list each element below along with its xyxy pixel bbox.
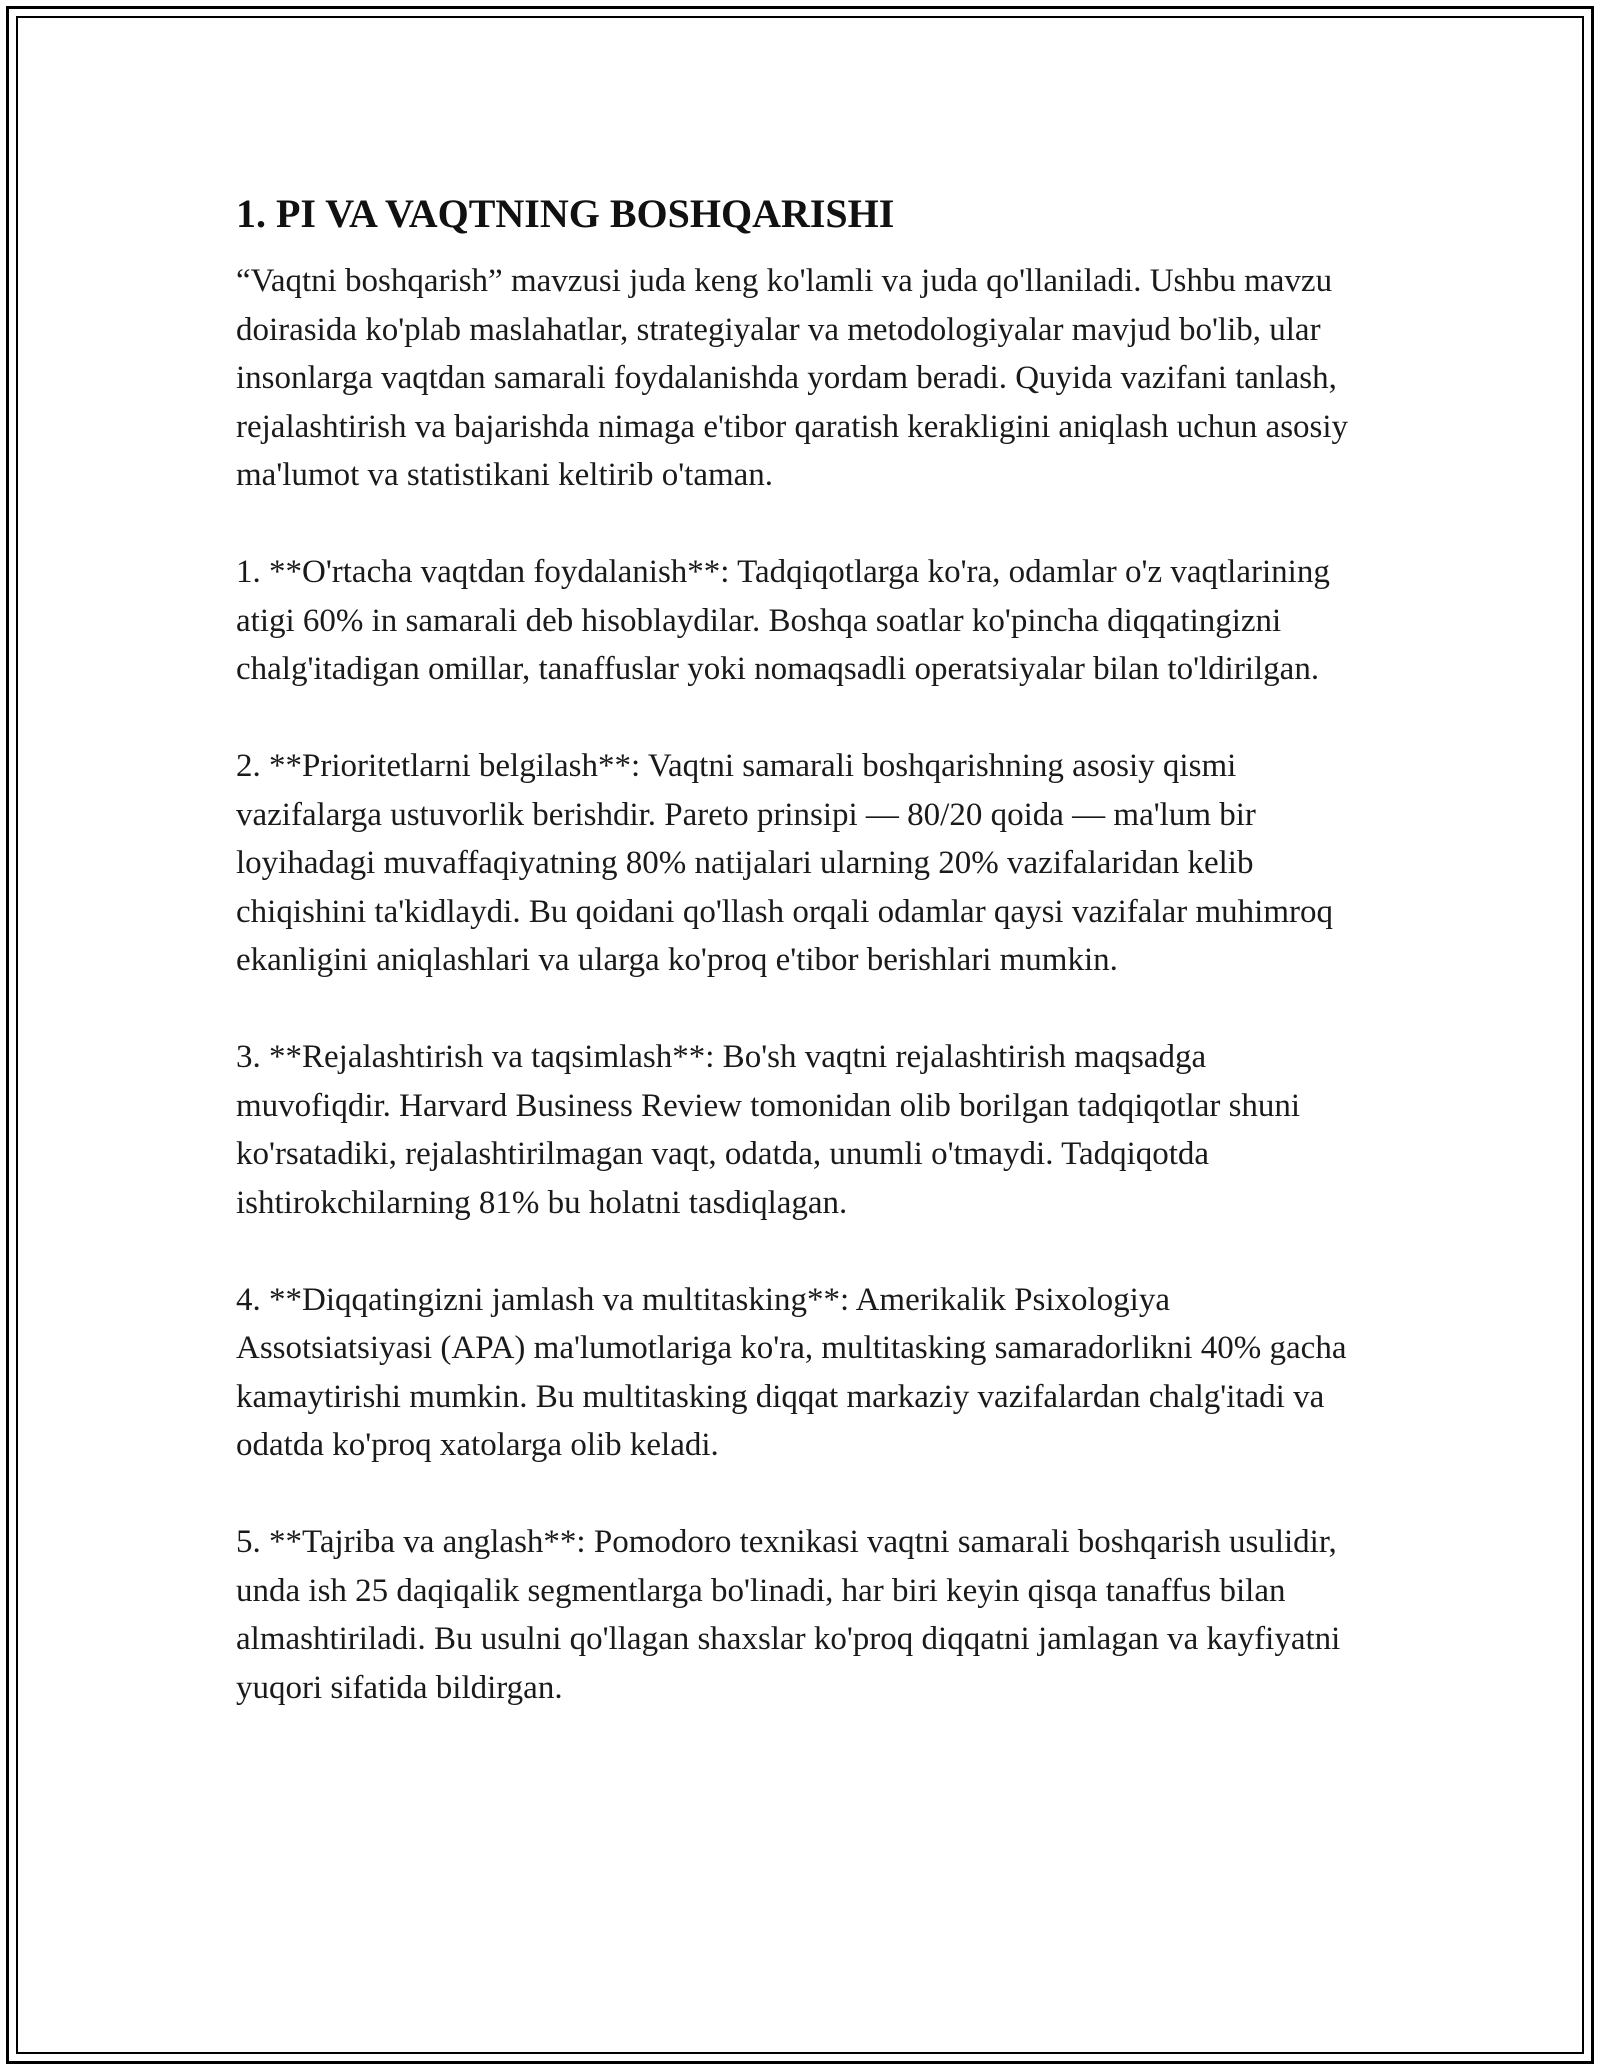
list-item-pomodoro: 5. **Tajriba va anglash**: Pomodoro texnikasi vaqtni samarali boshqarish usulidir, unda ish 25 daqiqalik segmentlarga bo'linadi, har biri keyin qisqa tanaffus bilan almashtiriladi. Bu usulni qo'llagan shaxslar ko'proq diqqatni jamlagan va kayfiyatni yuqori sifatida bildirgan.	[236, 1524, 1341, 1706]
list-item-priorities: 2. **Prioritetlarni belgilash**: Vaqtni samarali boshqarishning asosiy qismi vazifalarga ustuvorlik berishdir. Pareto prinsipi — 80/20 qoida — ma'lum bir loyihadagi muvaffaqiyatning 80% natijalari ularning 20% vazifalaridan kelib chiqishini ta'kidlaydi. Bu qoidani qo'llash orqali odamlar qaysi vazifalar muhimroq ekanligini aniqlashlari va ularga ko'proq e'tibor berishlari mumkin.	[236, 748, 1333, 978]
intro-paragraph: “Vaqtni boshqarish” mavzusi juda keng ko'lamli va juda qo'llaniladi. Ushbu mavzu doirasida ko'plab maslahatlar, strategiyalar va metodologiyalar mavjud bo'lib, ular insonlarga vaqtdan samarali foydalanishda yordam beradi. Quyida vazifani tanlash, rejalashtirish va bajarishda nimaga e'tibor qaratish kerakligini aniqlash uchun asosiy ma'lumot va statistikani keltirib o'taman.	[236, 263, 1349, 493]
page-title: 1. PI VA VAQTNING BOSHQARISHI	[236, 191, 895, 236]
list-item-multitasking: 4. **Diqqatingizni jamlash va multitasking**: Amerikalik Psixologiya Assotsiatsiyasi (APA) ma'lumotlariga ko'ra, multitasking samaradorlikni 40% gacha kamaytirishi mumkin. Bu multitasking diqqat markaziy vazifalardan chalg'itadi va odatda ko'proq xatolarga olib keladi.	[236, 1281, 1347, 1463]
document-body	[236, 185, 1366, 1761]
list-item-planning: 3. **Rejalashtirish va taqsimlash**: Bo'sh vaqtni rejalashtirish maqsadga muvofiqdir. Harvard Business Review tomonidan olib borilgan tadqiqotlar shuni ko'rsatadiki, rejalashtirilmagan vaqt, odatda, unumli o'tmaydi. Tadqiqotda ishtirokchilarning 81% bu holatni tasdiqlagan.	[236, 1039, 1301, 1221]
list-item-time-usage: 1. **O'rtacha vaqtdan foydalanish**: Tadqiqotlarga ko'ra, odamlar o'z vaqtlarining atigi 60% in samarali deb hisoblaydilar. Boshqa soatlar ko'pincha diqqatingizni chalg'itadigan omillar, tanaffuslar yoki nomaqsadli operatsiyalar bilan to'ldirilgan.	[236, 554, 1330, 687]
